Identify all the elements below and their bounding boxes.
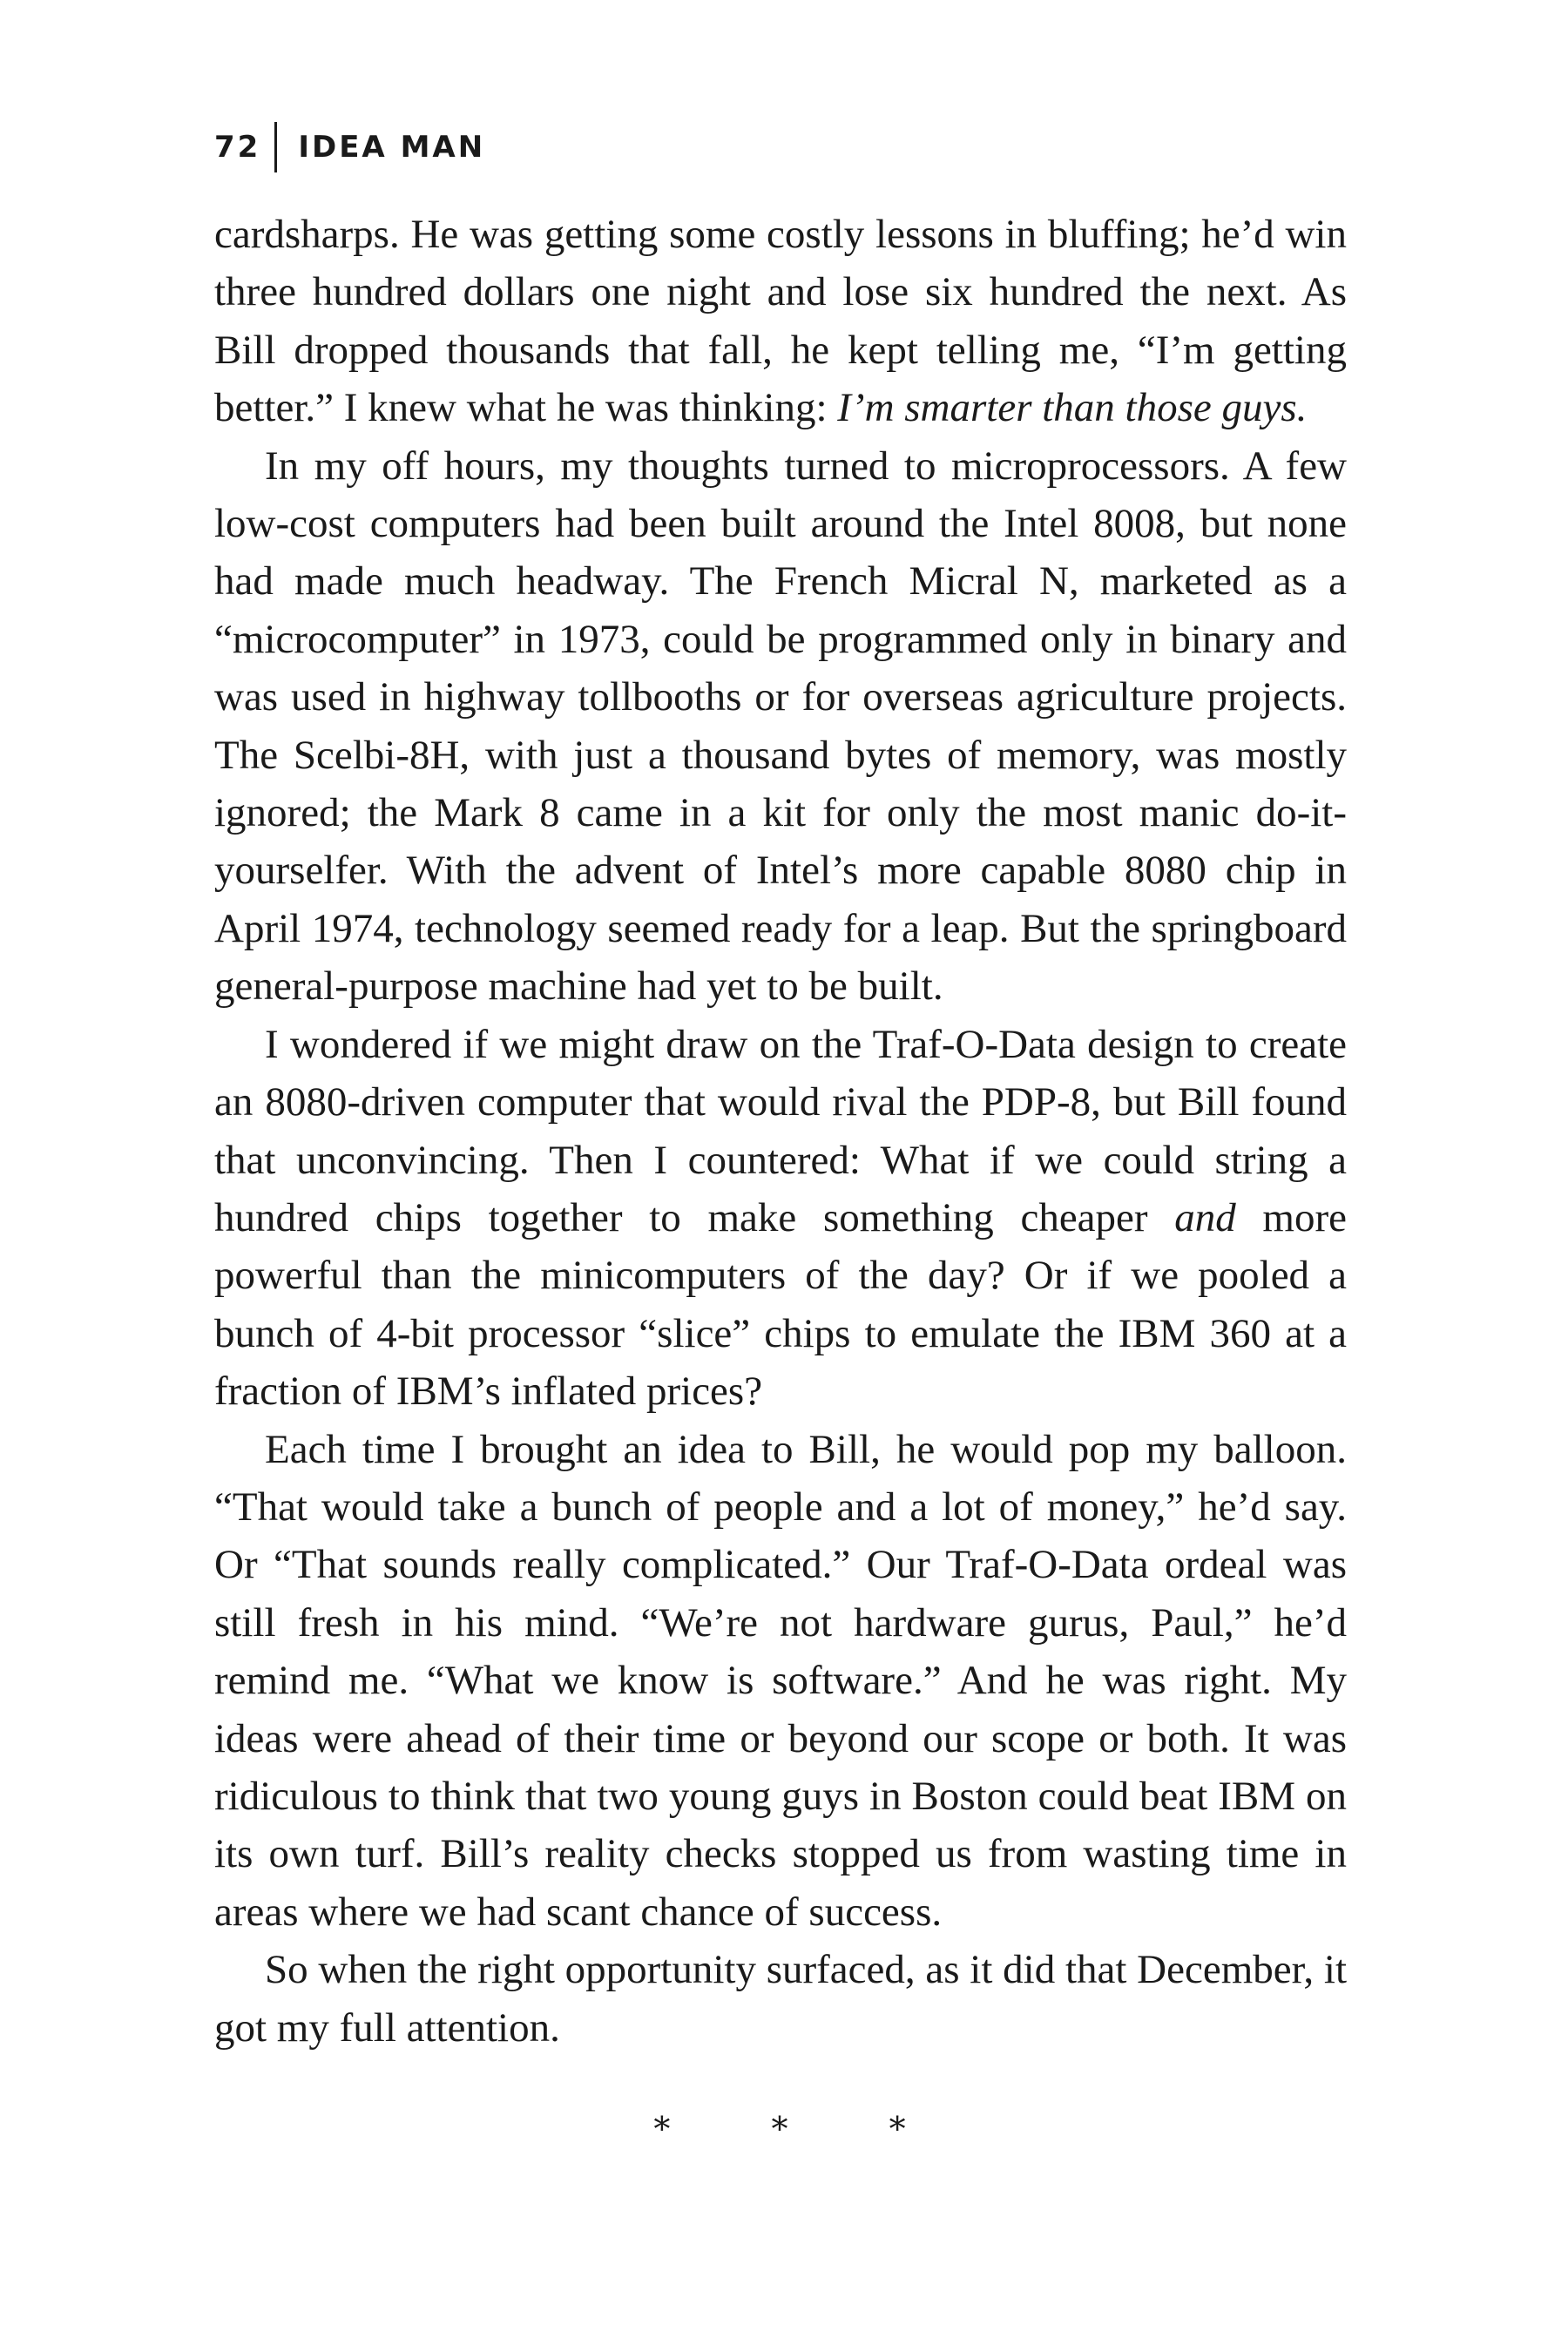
scene-break-asterisk: * bbox=[889, 2110, 908, 2148]
scene-break bbox=[214, 2110, 1347, 2148]
paragraph-3 bbox=[214, 1016, 1347, 1421]
scene-break-asterisk: * bbox=[653, 2110, 672, 2148]
scene-break-asterisk: * bbox=[771, 2110, 790, 2148]
page-number: 72 bbox=[214, 130, 261, 165]
paragraph-1-text: cardsharps. He was getting some costly lessons in bluffing; he’d win three hundred dollars one night and lose six hundred the next. As Bill dropped thousands that fall, he kept telling me, “I’m getting better.” I knew what he was thinking: bbox=[214, 212, 1347, 431]
paragraph-3-text-a: I wondered if we might draw on the Traf-O-Data design to create an 8080-driven computer that would rival the PDP-8, but Bill found that unconvincing. Then I countered: What if we could string a hundred chips together to make something cheaper bbox=[214, 1021, 1347, 1240]
running-head bbox=[214, 122, 485, 172]
paragraph-5: So when the right opportunity surfaced, as it did that December, it got my full attention. bbox=[214, 1947, 1348, 2051]
paragraph-3-text-b: more powerful than the minicomputers of the day? Or if we pooled a bunch of 4-bit processor “slice” chips to emulate the IBM 360 at a fraction of IBM’s inflated prices? bbox=[214, 1194, 1347, 1415]
header-divider bbox=[274, 122, 277, 172]
body-text bbox=[214, 206, 1347, 2057]
paragraph-1 bbox=[214, 206, 1347, 437]
paragraph-2: In my off hours, my thoughts turned to microprocessors. A few low-cost computers had been built around the Intel 8008, but none had made much headway. The French Micral N, marketed as a “microcomputer” in 1973, could be programmed only in binary and was used in highway tollbooths or for overseas agriculture projects. The Scelbi-8H, with just a thousand bytes of memory, was mostly ignored; the Mark 8 came in a kit for only the most manic do-it-yourselfer. With the advent of Intel’s more capable 8080 chip in April 1974, technology seemed ready for a leap. But the springboard general-purpose machine had yet to be built. bbox=[214, 443, 1347, 1010]
paragraph-1-italic: I’m smarter than those guys. bbox=[837, 385, 1308, 431]
paragraph-4: Each time I brought an idea to Bill, he would pop my balloon. “That would take a bunch of people and a lot of money,” he’d say. Or “That sounds really complicated.” Our Traf-O-Data ordeal was still fresh in his mind. “We’re not hardware gurus, Paul,” he’d remind me. “What we know is software.” And he was right. My ideas were ahead of their time or beyond our scope or both. It was ridiculous to think that two young guys in Boston could beat IBM on its own turf. Bill’s reality checks stopped us from wasting time in areas where we had scant chance of success. bbox=[214, 1426, 1347, 1935]
paragraph-3-italic: and bbox=[1174, 1194, 1236, 1240]
book-title: IDEA MAN bbox=[298, 130, 486, 165]
